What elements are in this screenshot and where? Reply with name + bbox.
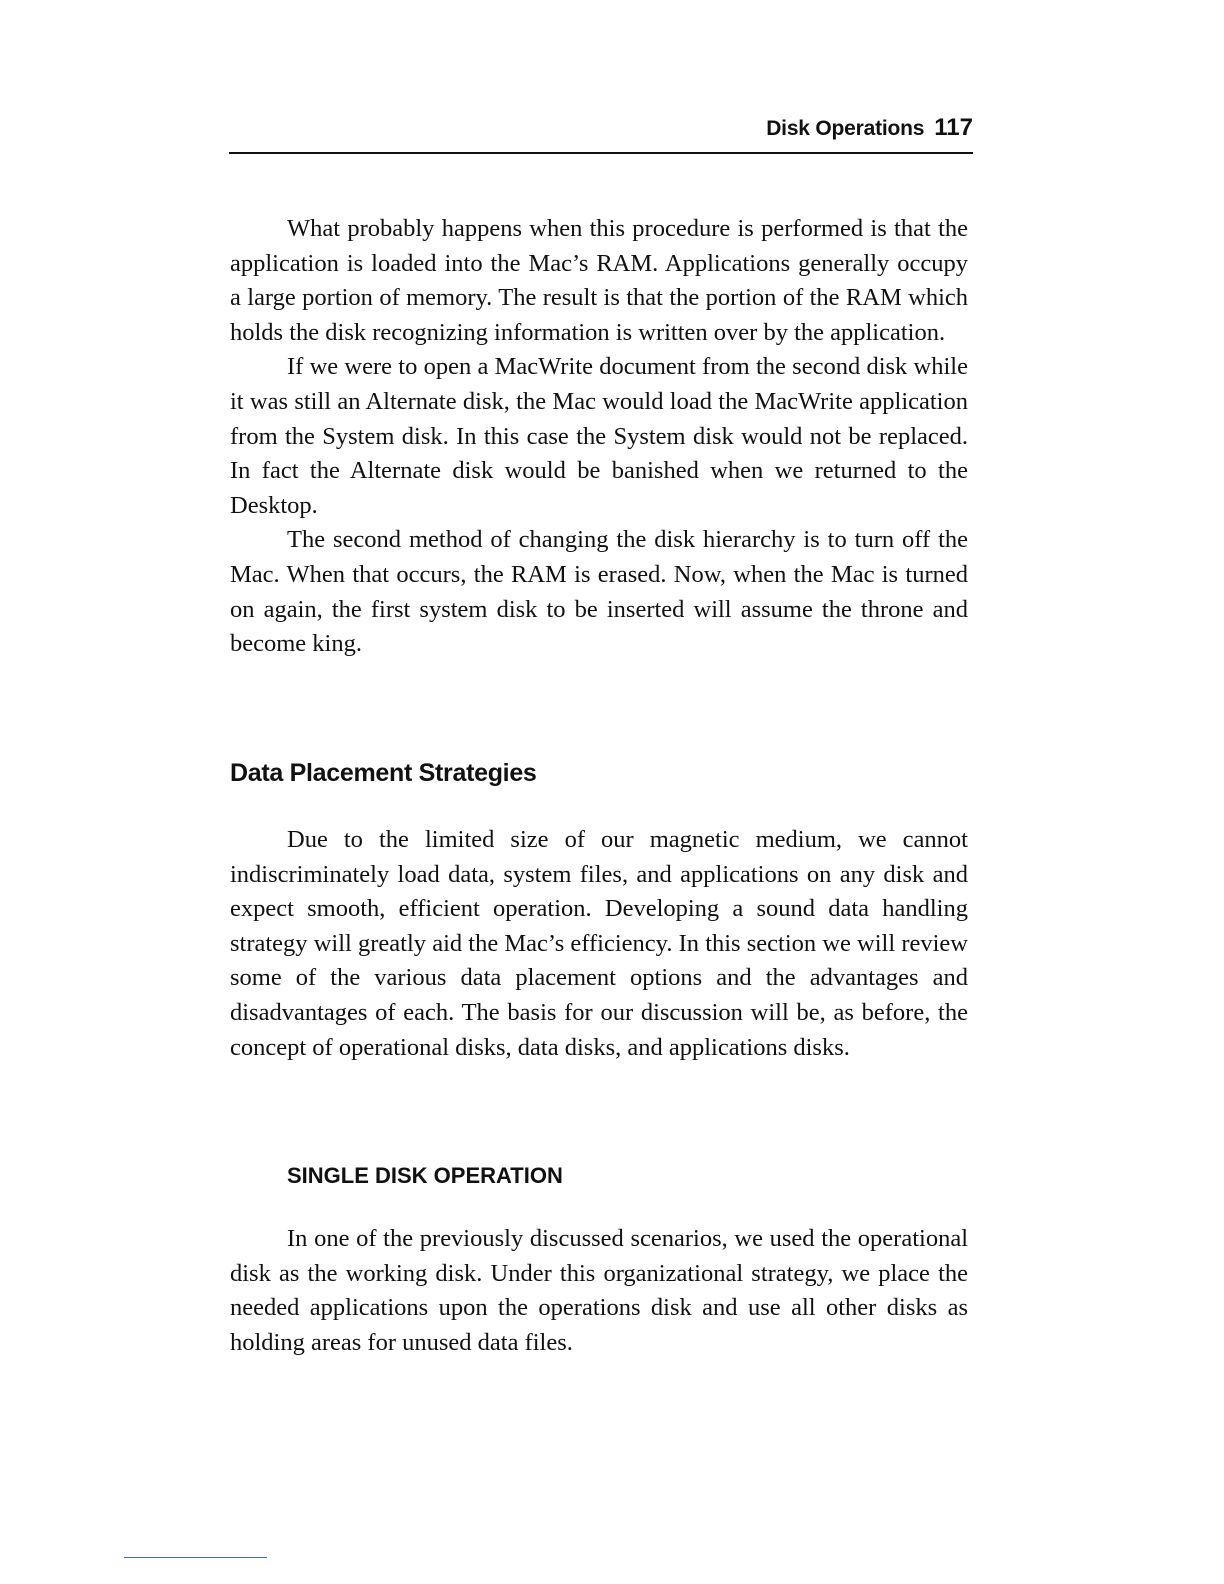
paragraph: The second method of changing the disk hierarchy is to turn off the Mac. When that occurs, the RAM is erased. Now, when the Mac is turned on again, the first system disk to be inserted will assume the throne and become king. [230, 526, 968, 658]
page-number: 117 [934, 114, 973, 141]
subsection-body [230, 1222, 968, 1360]
running-header [229, 114, 973, 154]
section-body [230, 823, 968, 1065]
paragraph: Due to the limited size of our magnetic medium, we cannot indiscriminately load data, system files, and applications on any disk and expect smooth, efficient operation. Developing a sound data handling strategy will greatly aid the Mac’s efficiency. In this section we will review some of the various data placement options and the advantages and disadvantages of each. The basis for our discussion will be, as before, the concept of operational disks, data disks, and applications disks. [230, 826, 968, 1061]
paragraph: What probably happens when this procedure is performed is that the application is loaded into the Mac’s RAM. Applications generally occupy a large portion of memory. The result is that the portion of the RAM which holds the disk recognizing information is written over by the application. [230, 215, 968, 346]
footer-rule [124, 1557, 267, 1558]
paragraph: If we were to open a MacWrite document from the second disk while it was still an Alternate disk, the Mac would load the MacWrite application from the System disk. In this case the System disk would not be replaced. In fact the Alternate disk would be banished when we returned to the Desktop. [230, 353, 968, 519]
section-heading: Data Placement Strategies [230, 759, 537, 787]
body-text-block [230, 212, 968, 662]
subsection-heading: SINGLE DISK OPERATION [287, 1163, 563, 1188]
header-section-title: Disk Operations [766, 117, 925, 140]
paragraph: In one of the previously discussed scenarios, we used the operational disk as the working disk. Under this organizational strategy, we place the needed applications upon the operations disk and use all other disks as holding areas for unused data files. [230, 1225, 968, 1356]
